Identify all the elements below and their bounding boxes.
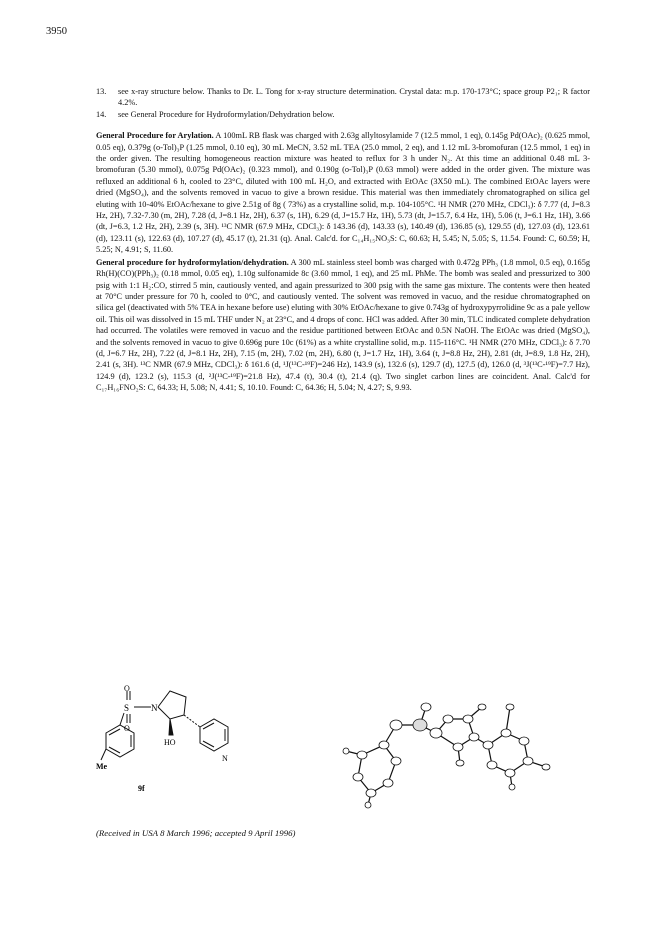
- pyridine-nitrogen-label: N: [222, 754, 228, 763]
- methyl-label: Me: [96, 762, 108, 771]
- page-number: 3950: [46, 26, 67, 37]
- arylation-text: A 100mL RB flask was charged with 2.63g allyltosylamide 7 (12.5 mmol, 1 eq), 0.145g Pd(OAc)₂ (0.625 mmol, 0.05 eq), 0.379g (o-Tol)₃P (1.25 mmol, 0.10 eq), 30 mL MeCN, 3.52 mL TEA (25.0 mmol, 2 eq), and 1.12 mL 3-bromofuran (12.5 mmol, 1 eq) in the order given. The resulting homogeneous reaction mixture was heated to reflux for 3 h under N₂. At this time an additional 0.48 mL 3-bromofuran (5.30 mmol), 0.075g Pd(OAc)₂ (0.323 mmol), and 0.190g (o-Tol)₃P (0.63 mmol) were added in the order given. The mixture was refluxed an additional 6 h, cooled to 23°C, diluted with 100 mL H₂O, and extracted with EtOAc (3X50 mL). The combined EtOAc layers were dried (MgSO₄), and the solvents removed in vacuo to give a brown residue. This material was then immediately chromatographed on silica gel eluting with 10-40% EtOAc/hexane to give 2.51g of 8g ( 73%) as a crystalline solid, m.p. 104-105°C. ¹H NMR (270 MHz, CDCl₃): δ 7.77 (d, J=8.3 Hz, 2H), 7.32-7.30 (m, 2H), 7.28 (d, J=8.1 Hz, 2H), 6.37 (s, 1H), 6.29 (d, J=15.7 Hz, 1H), 5.73 (dt, J=15.7, 6.4 Hz, 1H), 5.06 (t, J=6.1 Hz, 1H), 3.66 (dt, J=6.3, 1.2 Hz, 2H), 2.39 (s, 3H). ¹³C NMR (67.9 MHz, CDCl₃): δ 143.36 (d), 143.33 (s), 140.49 (d), 136.85 (s), 129.55 (d), 127.03 (d), 123.61 (d), 123.11 (s), 122.63 (d), 107.27 (d), 45.17 (t), 21.31 (q). Anal. Calc'd. for C₁₄H₁₅NO₃S: C, 60.63; H, 5.45; N, 5.05; S, 11.54. Found: C, 60.59; H, 5.25; N, 4.91; S, 11.60.: [96, 131, 590, 255]
- note-number: 13.: [96, 87, 107, 96]
- xray-atoms: [343, 703, 550, 808]
- received-dates: (Received in USA 8 March 1996; accepted 9 April 1996): [96, 828, 296, 838]
- tolyl-ring: [106, 725, 134, 757]
- hydroxyl-label: HO: [164, 738, 176, 747]
- note-number: 14.: [96, 109, 107, 119]
- pyridine-ring: [200, 719, 228, 751]
- note-text: see General Procedure for Hydroformylation/Dehydration below.: [118, 109, 335, 119]
- oxygen-label-top: O: [124, 685, 130, 693]
- compound-label: 9f: [138, 784, 145, 793]
- pyrrolidine-ring: [158, 691, 186, 719]
- chemical-structure-9f: [101, 691, 228, 760]
- note-13: [96, 86, 590, 109]
- notes-block: [96, 86, 590, 394]
- wedge-bond: [169, 719, 173, 735]
- sulfur-label: S: [124, 703, 130, 713]
- nitrogen-label: N: [151, 703, 158, 713]
- note-text: see x-ray structure below. Thanks to Dr. L. Tong for x-ray structure determination. Crystal data: m.p. 170-173°C; space group P2₁; R factor 4.2%.: [118, 87, 590, 108]
- hydroformylation-heading: General procedure for hydroformylation/dehydration.: [96, 257, 289, 267]
- hydroformylation-text: A 300 mL stainless steel bomb was charged with 0.472g PPh₃ (1.8 mmol, 0.5 eq), 0.165g Rh(H)(CO)(PPh₃)₂ (0.18 mmol, 0.05 eq), 1.10g sulfonamide 8c (3.60 mmol, 1 eq), and 25 mL PhMe. The bomb was sealed and pressurized to 300 psig with 1:1 H₂:CO, stirred 5 min, cautiously vented, and again pressurized to 300 psig with the same gas mixture. The contents were then heated at 70°C under pressure for 70 h, cooled to 0°C, and cautiously vented. The solvent was removed in vacuo, and the residue chromatographed on silica gel (deactivated with 5% TEA in hexane before use) eluting with 30% EtOAc/hexane to give 0.743g of hydroxypyrrolidine 9c as a pale yellow oil. This oil was dissolved in 15 mL THF under N₂ at 23°C, and 4 drops of conc. HCl was added. After 30 min, TLC indicated complete dehydration had occurred. The volatiles were removed in vacuo and the residue partitioned between EtOAc and 0.5N NaOH. The EtOAc was dried (MgSO₄), and the solvents removed in vacuo to give 0.696g pure 10c (61%) as a white crystalline solid, m.p. 115-116°C. ¹H NMR (270 MHz, CDCl₃): δ 7.70 (d, J=6.7 Hz, 2H), 7.22 (d, J=8.1 Hz, 2H), 7.15 (m, 2H), 7.02 (m, 2H), 6.80 (t, J=1.7 Hz, 1H), 3.64 (t, J=8.8 Hz, 2H), 2.81 (dt, J=8.9, 1.8 Hz, 2H), 2.41 (s, 3H). ¹³C NMR (67.9 MHz, CDCl₃): δ 161.6 (d, ¹J(¹³C-¹⁹F)=246 Hz), 143.9 (s), 132.6 (s), 129.7 (d), 127.5 (d), 126.0 (d, ³J(¹³C-¹⁹F)=7.7 Hz), 124.9 (d), 123.2 (s), 115.3 (d, ²J(¹³C-¹⁹F)=21.8 Hz), 47.4 (t), 30.4 (t), 21.4 (q). Two singlet carbon lines are coincident. Anal. Calc'd for C₁₇H₁₆FNO₂S: C, 64.33; H, 5.08; N, 4.41; S, 10.10. Found: C, 64.36; H, 5.04; N, 4.27; S, 9.93.: [96, 257, 590, 393]
- hydroformylation-paragraph: [96, 257, 590, 394]
- arylation-heading: General Procedure for Arylation.: [96, 131, 214, 141]
- figure-area: [96, 685, 596, 810]
- note-14: [96, 109, 590, 120]
- arylation-paragraph: [96, 130, 590, 255]
- structure-9f-drawing: [96, 685, 596, 810]
- methyl-bond: [101, 749, 106, 760]
- oxygen-label-bottom: O: [124, 724, 130, 733]
